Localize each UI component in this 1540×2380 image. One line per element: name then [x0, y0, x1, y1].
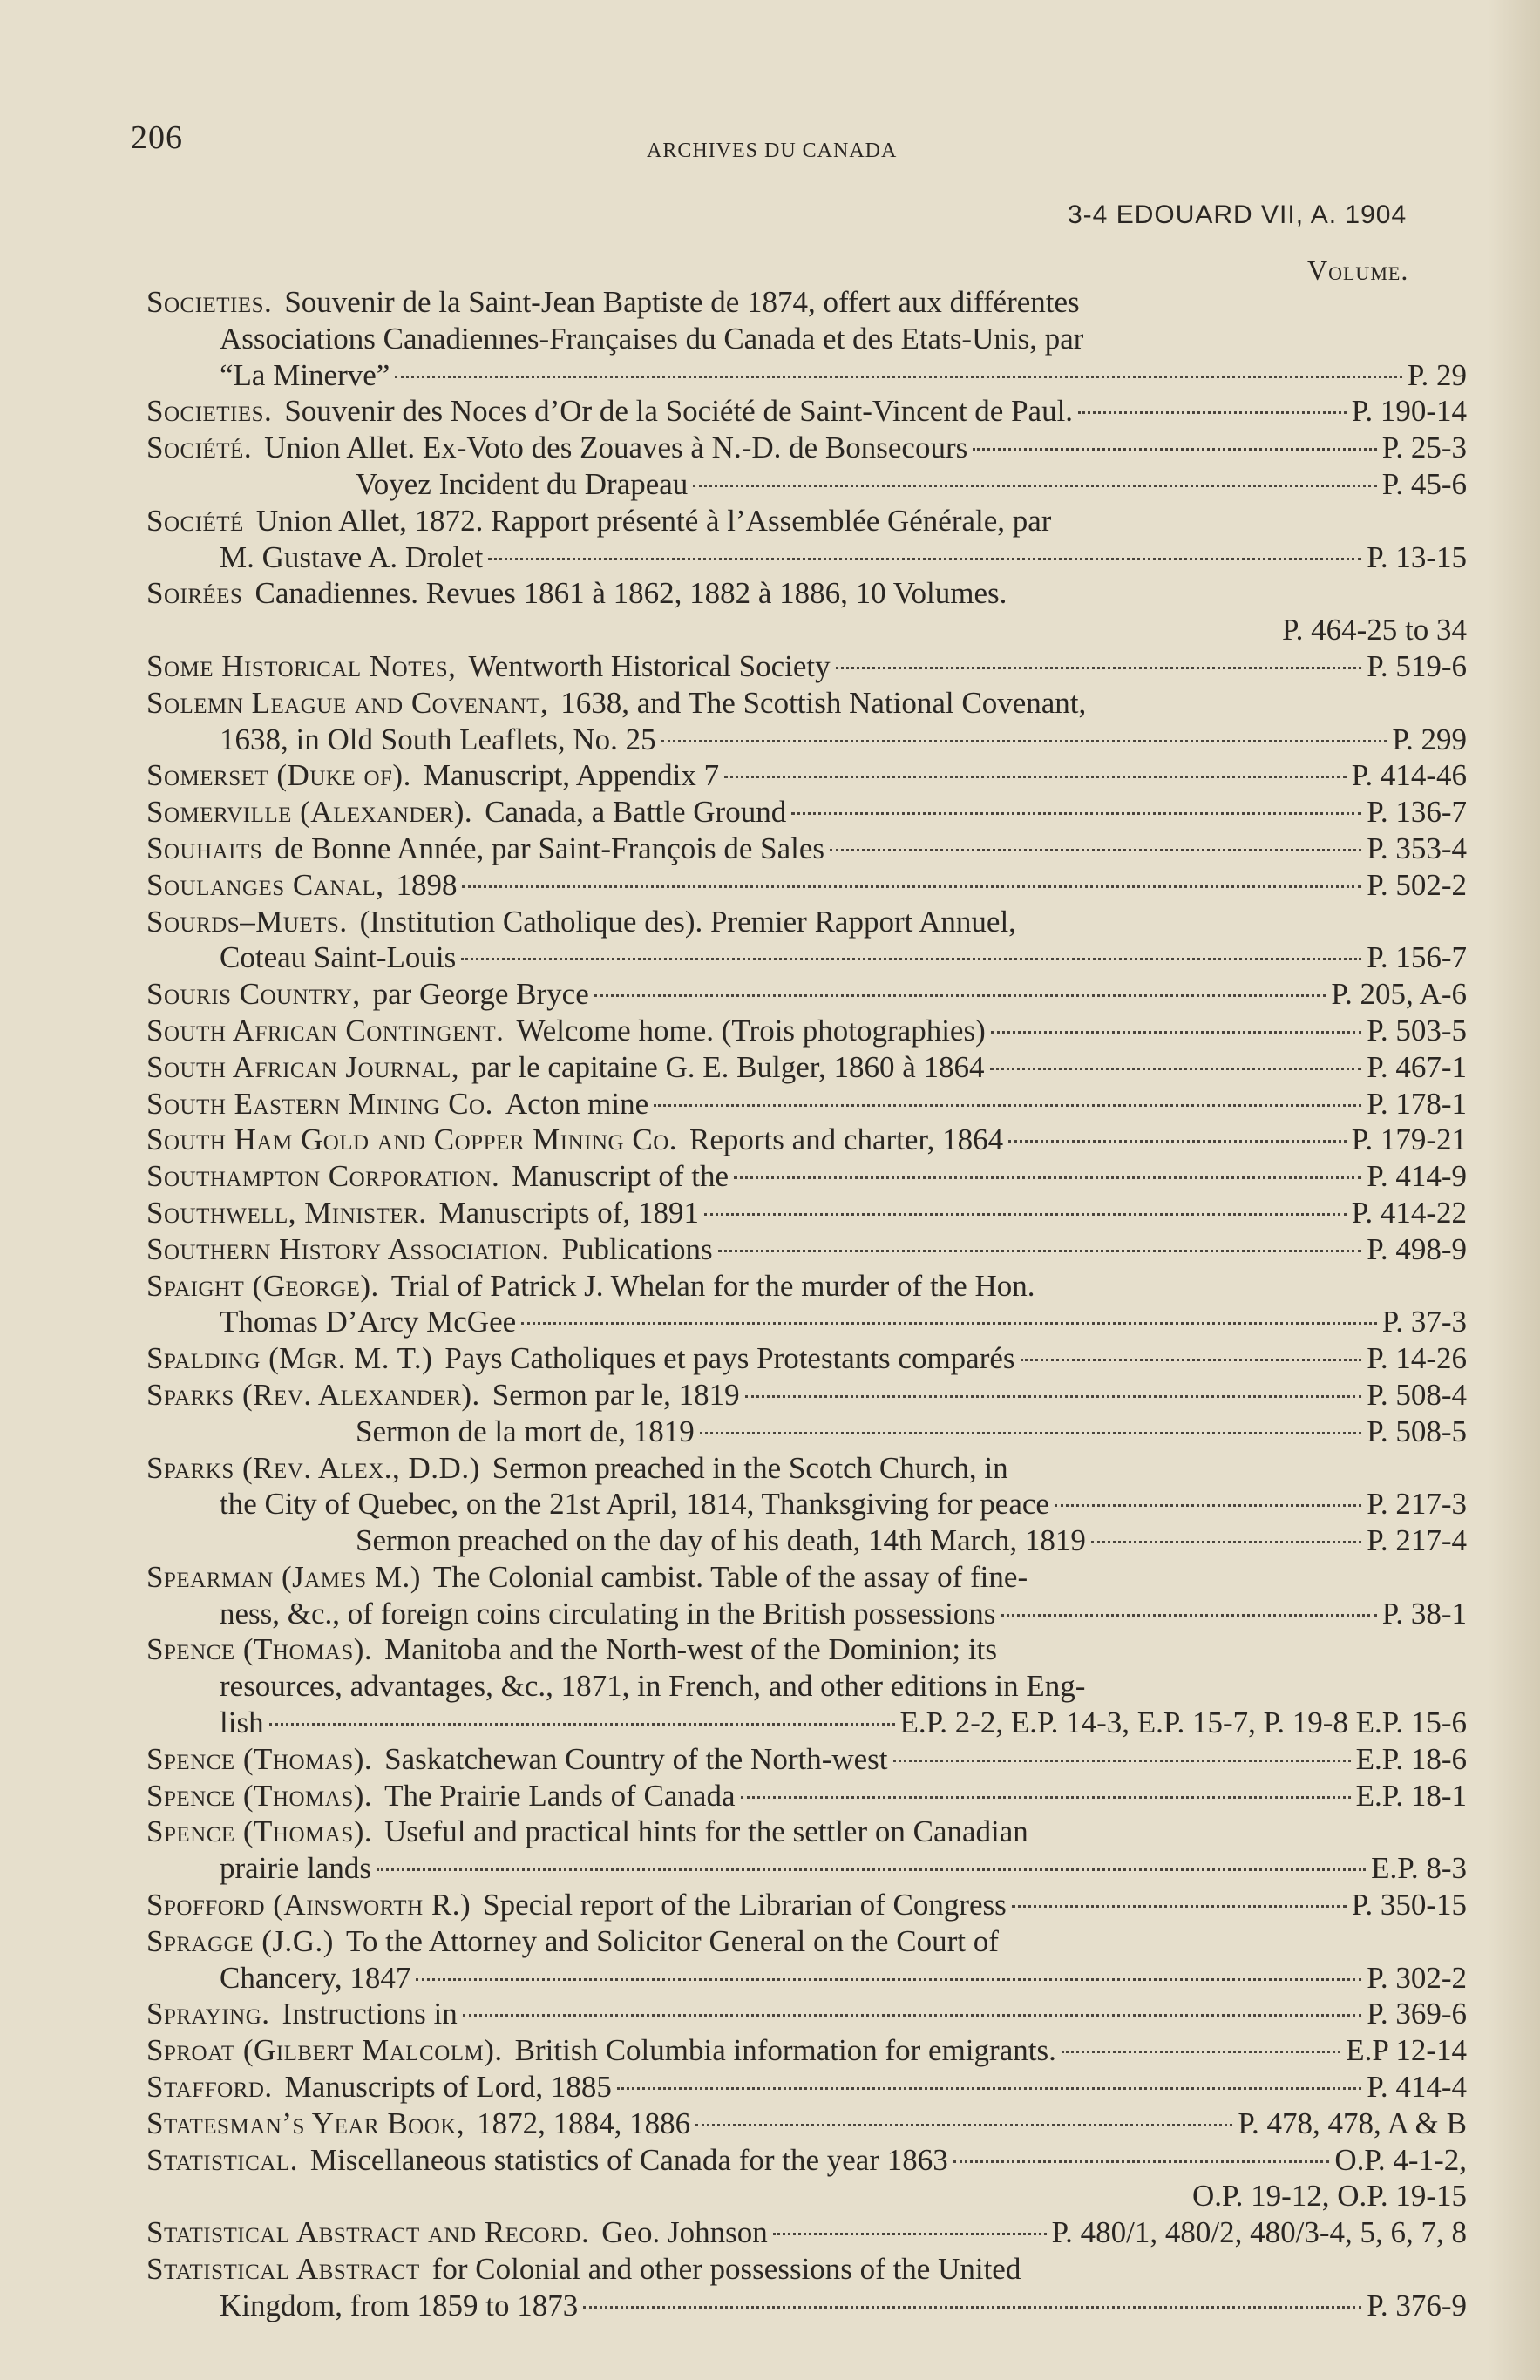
- entry-text: Manuscripts of, 1891: [438, 1195, 699, 1230]
- entry-heading: Spence (Thomas).: [146, 1814, 373, 1849]
- entry-text: Kingdom, from 1859 to 1873: [220, 2288, 579, 2322]
- volume-reference: P. 25-3: [1381, 431, 1467, 465]
- entry-line: [146, 2251, 1467, 2288]
- dot-leader: [1062, 2051, 1340, 2053]
- dot-leader: [745, 1395, 1362, 1398]
- index-entry: [146, 1195, 1467, 1231]
- entry-heading: South Eastern Mining Co.: [146, 1086, 493, 1121]
- entry-line: [146, 685, 1467, 722]
- dot-leader: [594, 994, 1326, 997]
- entry-heading: Statistical Abstract and Record.: [146, 2215, 590, 2250]
- index-entry: [146, 1778, 1467, 1814]
- entry-line: [146, 1705, 1467, 1741]
- volume-reference: P. 414-9: [1367, 1159, 1467, 1194]
- entry-line: [146, 794, 1467, 831]
- entry-line: [146, 2214, 1467, 2251]
- entry-text: Thomas D’Arcy McGee: [220, 1305, 517, 1339]
- entry-text: Associations Canadiennes-Françaises du Canada et des Etats-Unis, par: [220, 321, 1084, 356]
- entry-heading: Spearman (James M.): [146, 1559, 421, 1594]
- dot-leader: [791, 812, 1361, 815]
- dot-leader: [463, 2014, 1361, 2017]
- entry-line: [146, 2069, 1467, 2105]
- volume-reference: P. 414-22: [1351, 1195, 1467, 1230]
- index-entry: [146, 1122, 1467, 1158]
- entry-heading: Spence (Thomas).: [146, 1632, 373, 1667]
- entry-text: Publications: [561, 1231, 713, 1266]
- entry-text: Reports and charter, 1864: [689, 1122, 1004, 1157]
- volume-reference: P. 519-6: [1367, 648, 1467, 683]
- entry-text: 1638, in Old South Leaflets, No. 25: [220, 722, 656, 756]
- entry-text: the City of Quebec, on the 21st April, 1814, Thanksgiving for peace: [220, 1487, 1049, 1522]
- volume-reference: P. 414-4: [1367, 2070, 1467, 2105]
- entry-text: Union Allet. Ex-Voto des Zouaves à N.-D. de Bonsecours: [264, 431, 968, 465]
- entry-line: [146, 1450, 1467, 1487]
- index-entry: [146, 794, 1467, 831]
- entry-heading: Sparks (Rev. Alexander).: [146, 1377, 480, 1412]
- entry-heading: Souhaits: [146, 831, 263, 865]
- entry-line: [146, 1122, 1467, 1158]
- index-entry: [146, 904, 1467, 977]
- entry-line: [146, 757, 1467, 794]
- entry-text: Special report of the Librarian of Congress: [483, 1888, 1007, 1922]
- entry-text: Sermon de la mort de, 1819: [356, 1414, 695, 1448]
- entry-text: Trial of Patrick J. Whelan for the murder of the Hon.: [390, 1268, 1035, 1303]
- entry-line: [146, 1231, 1467, 1268]
- volume-reference: E.P. 18-1: [1355, 1778, 1467, 1813]
- index-entry: [146, 1741, 1467, 1778]
- entry-line: [146, 867, 1467, 904]
- dot-leader: [1008, 1140, 1347, 1143]
- volume-reference: P. 136-7: [1367, 795, 1467, 830]
- dot-leader: [700, 1432, 1361, 1434]
- entry-text: Geo. Johnson: [601, 2215, 768, 2250]
- entry-text: 1638, and The Scottish National Covenant,: [560, 685, 1087, 720]
- entry-line: [146, 1741, 1467, 1778]
- dot-leader: [1021, 1359, 1362, 1361]
- entry-line: [146, 1850, 1467, 1887]
- entry-line: [146, 1086, 1467, 1122]
- dot-leader: [695, 2124, 1232, 2126]
- volume-reference: O.P. 19-12, O.P. 19-15: [1191, 2179, 1467, 2214]
- entry-line: [146, 1814, 1467, 1850]
- entry-line: [146, 2288, 1467, 2324]
- dot-leader: [521, 1322, 1377, 1325]
- entry-text: 1872, 1884, 1886: [477, 2105, 691, 2140]
- entry-text: resources, advantages, &c., 1871, in French, and other editions in Eng-: [220, 1669, 1086, 1704]
- volume-reference: P. 14-26: [1367, 1341, 1467, 1376]
- entry-line: [146, 612, 1467, 648]
- volume-reference: P. 29: [1407, 357, 1467, 392]
- entry-heading: Sproat (Gilbert Malcolm).: [146, 2033, 503, 2068]
- index-entry: [146, 284, 1467, 393]
- entry-heading: Societies.: [146, 394, 273, 429]
- entry-text: Manuscript, Appendix 7: [423, 758, 720, 793]
- volume-reference: P. 369-6: [1367, 1997, 1467, 2031]
- volume-reference: P. 353-4: [1367, 831, 1467, 865]
- entry-text: par le capitaine G. E. Bulger, 1860 à 1864: [471, 1049, 985, 1084]
- index-entry: [146, 1013, 1467, 1049]
- entry-text: Sermon preached on the day of his death, 14th March, 1819: [356, 1523, 1086, 1558]
- index-entry: [146, 2105, 1467, 2142]
- entry-heading: South Ham Gold and Copper Mining Co.: [146, 1122, 678, 1157]
- entry-line: [146, 831, 1467, 867]
- volume-reference: P. 205, A-6: [1331, 977, 1467, 1012]
- entry-line: [146, 1596, 1467, 1632]
- volume-reference: P. 376-9: [1367, 2288, 1467, 2322]
- entry-line: [146, 1049, 1467, 1086]
- entry-line: [146, 1486, 1467, 1522]
- index-entry: [146, 1887, 1467, 1923]
- volume-reference: P. 502-2: [1367, 867, 1467, 902]
- index-entry: [146, 2032, 1467, 2069]
- index-entry: [146, 1996, 1467, 2032]
- index-entry: [146, 2251, 1467, 2324]
- dot-leader: [461, 958, 1361, 960]
- dot-leader: [830, 849, 1361, 851]
- index-entry: [146, 2069, 1467, 2105]
- index-entry: [146, 648, 1467, 685]
- dot-leader: [1055, 1504, 1361, 1507]
- dot-leader: [773, 2233, 1047, 2235]
- dot-leader: [991, 1031, 1362, 1034]
- entry-heading: Sparks (Rev. Alex., D.D.): [146, 1450, 480, 1485]
- volume-reference: P. 217-3: [1367, 1487, 1467, 1522]
- session-line: 3-4 EDOUARD VII, A. 1904: [1068, 200, 1408, 229]
- entry-line: [146, 1522, 1467, 1559]
- entry-line: [146, 976, 1467, 1013]
- entry-text: Manuscript of the: [512, 1159, 729, 1194]
- entry-text: Pays Catholiques et pays Protestants comparés: [444, 1341, 1015, 1376]
- volume-reference: E.P. 18-6: [1355, 1741, 1467, 1776]
- entry-text: Voyez Incident du Drapeau: [356, 466, 689, 501]
- entry-text: Manuscripts of Lord, 1885: [284, 2070, 612, 2105]
- entry-text: (Institution Catholique des). Premier Rapport Annuel,: [359, 904, 1016, 939]
- entry-line: [146, 1778, 1467, 1814]
- index-entry: [146, 430, 1467, 466]
- entry-heading: Sourds–Muets.: [146, 904, 348, 939]
- entry-line: [146, 1996, 1467, 2032]
- index-entry: [146, 1377, 1467, 1414]
- index-entry: [146, 393, 1467, 430]
- entry-heading: Société: [146, 503, 244, 538]
- entry-line: [146, 2142, 1467, 2179]
- volume-reference: P. 480/1, 480/2, 480/3-4, 5, 6, 7, 8: [1051, 2215, 1467, 2250]
- entry-heading: Somerset (Duke of).: [146, 758, 411, 793]
- entry-text: Coteau Saint-Louis: [220, 940, 457, 975]
- entry-line: [146, 648, 1467, 685]
- entry-text: Saskatchewan Country of the North-west: [384, 1741, 888, 1776]
- entry-line: [146, 722, 1467, 758]
- index-entry: [146, 685, 1467, 758]
- entry-line: [146, 430, 1467, 466]
- entry-text: Acton mine: [505, 1086, 649, 1121]
- entry-text: de Bonne Année, par Saint-François de Sales: [275, 831, 825, 865]
- entry-heading: Spragge (J.G.): [146, 1923, 334, 1958]
- entry-heading: Societies.: [146, 285, 273, 319]
- entry-line: [146, 575, 1467, 612]
- dot-leader: [953, 2160, 1330, 2163]
- dot-leader: [395, 376, 1402, 378]
- entry-heading: Solemn League and Covenant,: [146, 685, 549, 720]
- volume-reference: P. 45-6: [1381, 466, 1467, 501]
- entry-line: [146, 939, 1467, 976]
- dot-leader: [718, 1250, 1362, 1252]
- volume-reference: P. 350-15: [1351, 1888, 1467, 1922]
- entry-line: [146, 904, 1467, 940]
- entry-line: [146, 284, 1467, 321]
- entry-text: prairie lands: [220, 1851, 371, 1886]
- dot-leader: [377, 1868, 1366, 1871]
- entry-line: [146, 357, 1467, 394]
- volume-reference: P. 414-46: [1351, 758, 1467, 793]
- entry-line: [146, 466, 1467, 503]
- index-entry: [146, 867, 1467, 904]
- index-entry: [146, 1631, 1467, 1740]
- entry-line: [146, 539, 1467, 576]
- entry-text: The Colonial cambist. Table of the assay of fine-: [432, 1559, 1028, 1594]
- index-entry: [146, 1923, 1467, 1997]
- entry-heading: Souris Country,: [146, 977, 361, 1012]
- entry-line: [146, 503, 1467, 539]
- index-entry: [146, 1231, 1467, 1268]
- entry-heading: South African Contingent.: [146, 1013, 505, 1048]
- entry-text: 1898: [396, 867, 458, 902]
- entry-heading: Spence (Thomas).: [146, 1741, 373, 1776]
- entry-heading: Statistical.: [146, 2142, 298, 2177]
- dot-leader: [693, 485, 1376, 487]
- volume-reference: P. 508-5: [1367, 1414, 1467, 1448]
- entry-line: [146, 1559, 1467, 1596]
- entry-heading: Southampton Corporation.: [146, 1159, 500, 1194]
- entry-text: Miscellaneous statistics of Canada for the year 1863: [309, 2142, 948, 2177]
- entry-text: The Prairie Lands of Canada: [384, 1778, 736, 1813]
- index-entry: [146, 1814, 1467, 1887]
- index-entry: [146, 1559, 1467, 1632]
- page-number: 206: [131, 119, 183, 156]
- dot-leader: [416, 1978, 1361, 1981]
- entry-heading: Société.: [146, 431, 253, 465]
- entry-heading: Spence (Thomas).: [146, 1778, 373, 1813]
- entry-heading: Statesman’s Year Book,: [146, 2105, 465, 2140]
- entry-text: Union Allet, 1872. Rapport présenté à l’Assemblée Générale, par: [255, 503, 1052, 538]
- dot-leader: [1091, 1541, 1361, 1543]
- entry-line: [146, 1013, 1467, 1049]
- dot-leader: [269, 1723, 895, 1726]
- volume-reference: P. 302-2: [1367, 1960, 1467, 1995]
- page-edge-shading: [1488, 0, 1540, 2380]
- volume-reference: P. 38-1: [1381, 1596, 1467, 1631]
- index-entry: [146, 1450, 1467, 1523]
- volume-reference: P. 299: [1392, 722, 1467, 756]
- index-entry: [146, 466, 1467, 503]
- dot-leader: [893, 1760, 1351, 1762]
- entry-text: Sermon preached in the Scotch Church, in: [492, 1450, 1008, 1485]
- volume-reference: E.P. 8-3: [1371, 1851, 1467, 1886]
- index-entry: [146, 757, 1467, 794]
- entry-text: Useful and practical hints for the settler on Canadian: [384, 1814, 1028, 1849]
- volume-reference: P. 156-7: [1367, 940, 1467, 975]
- volume-reference: P. 178-1: [1367, 1086, 1467, 1121]
- entry-text: M. Gustave A. Drolet: [220, 539, 484, 574]
- volume-reference: P. 467-1: [1367, 1049, 1467, 1084]
- entry-text: Instructions in: [282, 1997, 458, 2031]
- index-entry: [146, 1414, 1467, 1450]
- volume-reference: P. 498-9: [1367, 1231, 1467, 1266]
- entry-line: [146, 1631, 1467, 1668]
- dot-leader: [990, 1068, 1362, 1070]
- entry-line: [146, 1158, 1467, 1195]
- index-entry: [146, 1522, 1467, 1559]
- entry-text: To the Attorney and Solicitor General on the Court of: [345, 1923, 999, 1958]
- volume-reference: O.P. 4-1-2,: [1334, 2142, 1467, 2177]
- entry-text: Chancery, 1847: [220, 1960, 411, 1995]
- entry-text: Sermon par le, 1819: [492, 1377, 740, 1412]
- entry-line: [146, 1377, 1467, 1414]
- volume-reference: P. 190-14: [1351, 394, 1467, 429]
- entry-line: [146, 1195, 1467, 1231]
- dot-leader: [1001, 1614, 1376, 1617]
- volume-reference: P. 37-3: [1381, 1305, 1467, 1339]
- volume-reference: P. 478, 478, A & B: [1238, 2105, 1467, 2140]
- index-entry: [146, 2214, 1467, 2251]
- entry-line: [146, 1923, 1467, 1960]
- entry-text: for Colonial and other possessions of the United: [431, 2252, 1021, 2287]
- entry-text: Canadiennes. Revues 1861 à 1862, 1882 à 1886, 10 Volumes.: [254, 576, 1007, 611]
- dot-leader: [1012, 1905, 1347, 1908]
- entry-heading: Statistical Abstract: [146, 2252, 420, 2287]
- entry-heading: Southwell, Minister.: [146, 1195, 427, 1230]
- entry-line: [146, 1960, 1467, 1997]
- dot-leader: [973, 448, 1377, 451]
- entry-heading: Southern History Association.: [146, 1231, 550, 1266]
- entry-line: [146, 321, 1467, 357]
- index-entry: [146, 1268, 1467, 1341]
- dot-leader: [704, 1213, 1347, 1216]
- volume-column-label: Volume.: [1307, 254, 1409, 286]
- dot-leader: [724, 776, 1347, 778]
- entry-text: ness, &c., of foreign coins circulating in the British possessions: [220, 1596, 996, 1631]
- index-entry: [146, 1049, 1467, 1086]
- index-entry: [146, 1086, 1467, 1122]
- entry-text: Manitoba and the North-west of the Dominion; its: [384, 1632, 997, 1667]
- dot-leader: [488, 558, 1361, 560]
- entry-heading: South African Journal,: [146, 1049, 459, 1084]
- entry-text: lish: [220, 1705, 264, 1740]
- entry-line: [146, 2032, 1467, 2069]
- dot-leader: [1078, 411, 1347, 414]
- entry-text: “La Minerve”: [220, 357, 390, 392]
- dot-leader: [734, 1176, 1361, 1179]
- index-entry: [146, 575, 1467, 648]
- entry-text: Welcome home. (Trois photographies): [516, 1013, 986, 1048]
- dot-leader: [661, 740, 1387, 742]
- index-entry: [146, 1158, 1467, 1195]
- index-entries: [146, 284, 1467, 2324]
- index-entry: [146, 976, 1467, 1013]
- entry-heading: Spalding (Mgr. M. T.): [146, 1341, 433, 1376]
- entry-heading: Spofford (Ainsworth R.): [146, 1888, 471, 1922]
- entry-line: [146, 1304, 1467, 1340]
- volume-reference: P. 217-4: [1367, 1523, 1467, 1558]
- volume-reference: P. 464-25 to 34: [1282, 613, 1467, 648]
- entry-line: [146, 1414, 1467, 1450]
- dot-leader: [462, 885, 1361, 888]
- volume-reference: E.P. 2-2, E.P. 14-3, E.P. 15-7, P. 19-8 E.P. 15-6: [899, 1705, 1467, 1740]
- volume-reference: P. 503-5: [1367, 1013, 1467, 1048]
- entry-line: [146, 1668, 1467, 1705]
- dot-leader: [836, 667, 1362, 669]
- entry-heading: Soirées: [146, 576, 243, 611]
- index-entry: [146, 503, 1467, 576]
- volume-reference: E.P 12-14: [1346, 2033, 1467, 2068]
- entry-heading: Spaight (George).: [146, 1268, 379, 1303]
- entry-heading: Stafford.: [146, 2070, 273, 2105]
- entry-line: [146, 2178, 1467, 2214]
- volume-reference: P. 508-4: [1367, 1377, 1467, 1412]
- index-entry: [146, 2142, 1467, 2215]
- entry-text: Souvenir de la Saint-Jean Baptiste de 1874, offert aux différentes: [284, 285, 1080, 319]
- volume-reference: P. 13-15: [1367, 539, 1467, 574]
- entry-text: British Columbia information for emigrants.: [514, 2033, 1056, 2068]
- entry-text: Souvenir des Noces d’Or de la Société de Saint-Vincent de Paul.: [284, 394, 1074, 429]
- volume-reference: P. 179-21: [1351, 1122, 1467, 1157]
- entry-heading: Spraying.: [146, 1997, 270, 2031]
- entry-line: [146, 2105, 1467, 2142]
- entry-text: Canada, a Battle Ground: [485, 795, 787, 830]
- dot-leader: [741, 1796, 1351, 1799]
- entry-line: [146, 1340, 1467, 1377]
- entry-text: par George Bryce: [372, 977, 589, 1012]
- dot-leader: [654, 1104, 1361, 1107]
- entry-heading: Soulanges Canal,: [146, 867, 384, 902]
- entry-heading: Somerville (Alexander).: [146, 795, 473, 830]
- entry-line: [146, 1887, 1467, 1923]
- entry-line: [146, 1268, 1467, 1305]
- entry-heading: Some Historical Notes,: [146, 648, 457, 683]
- dot-leader: [583, 2306, 1361, 2309]
- entry-text: Wentworth Historical Society: [468, 648, 831, 683]
- entry-line: [146, 393, 1467, 430]
- dot-leader: [617, 2087, 1361, 2090]
- index-entry: [146, 831, 1467, 867]
- running-head: ARCHIVES DU CANADA: [647, 139, 898, 162]
- index-entry: [146, 1340, 1467, 1377]
